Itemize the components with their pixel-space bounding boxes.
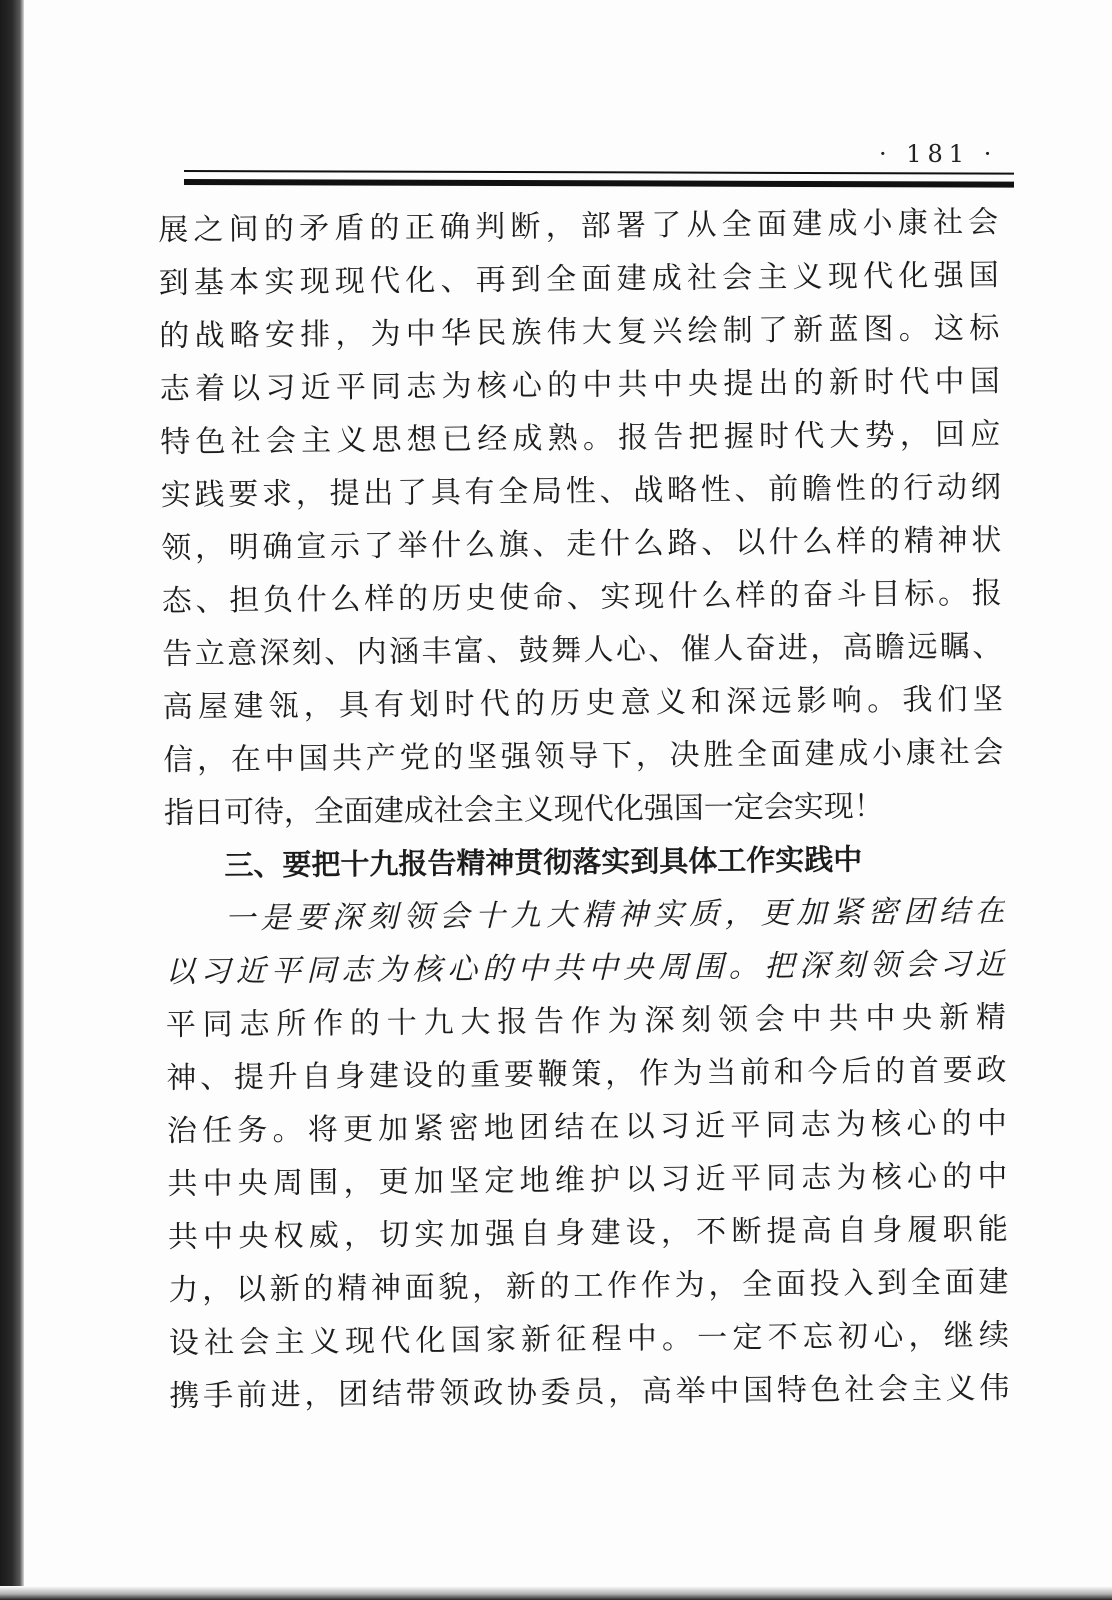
text-line: 以习近平同志为核心的中共中央周围。把深刻领会习近 bbox=[165, 946, 1006, 990]
text-line: 力，以新的精神面貌，新的工作作为，全面投入到全面建 bbox=[168, 1264, 1009, 1308]
page-number: · 181 · bbox=[879, 140, 998, 168]
text-line: 领，明确宣示了举什么旗、走什么路、以什么样的精神状 bbox=[161, 522, 1002, 566]
text-line: 高屋建瓴，具有划时代的历史意义和深远影响。我们坚 bbox=[162, 681, 1003, 725]
scan-bottom-edge bbox=[0, 1586, 1112, 1600]
text-line: 告立意深刻、内涵丰富、鼓舞人心、催人奋进，高瞻远瞩、 bbox=[162, 628, 1003, 672]
header-rule-thin bbox=[184, 170, 1014, 175]
text-line: 共中央周围，更加坚定地维护以习近平同志为核心的中 bbox=[167, 1158, 1008, 1202]
text-line: 平同志所作的十九大报告作为深刻领会中共中央新精 bbox=[165, 999, 1007, 1043]
text-line: 设社会主义现代化国家新征程中。一定不忘初心，继续 bbox=[168, 1317, 1010, 1361]
text-line: 治任务。将更加紧密地团结在以习近平同志为核心的中 bbox=[166, 1105, 1008, 1149]
scan-binding-edge bbox=[0, 0, 24, 1600]
text-line: 携手前进，团结带领政协委员，高举中国特色社会主义伟 bbox=[169, 1370, 1010, 1414]
text-line: 展之间的矛盾的正确判断，部署了从全面建成小康社会 bbox=[158, 204, 999, 248]
text-line: 志着以习近平同志为核心的中共中央提出的新时代中国 bbox=[159, 363, 1000, 407]
section-heading: 三、要把十九报告精神贯彻落实到具体工作实践中 bbox=[224, 842, 863, 883]
body-text bbox=[158, 196, 1010, 1423]
text-line: 一是要深刻领会十九大精神实质，更加紧密团结在 bbox=[224, 893, 1005, 937]
text-line: 神、提升自身建设的重要鞭策，作为当前和今后的首要政 bbox=[166, 1052, 1007, 1096]
text-line: 信，在中国共产党的坚强领导下，决胜全面建成小康社会 bbox=[163, 734, 1004, 778]
text-line: 的战略安排，为中华民族伟大复兴绘制了新蓝图。这标 bbox=[159, 310, 1000, 354]
text-line: 实践要求，提出了具有全局性、战略性、前瞻性的行动纲 bbox=[160, 469, 1001, 513]
text-line: 指日可待，全面建成社会主义现代化强国一定会实现！ bbox=[163, 789, 884, 831]
text-line: 到基本实现现代化、再到全面建成社会主义现代化强国 bbox=[158, 257, 999, 301]
text-line: 共中央权威，切实加强自身建设，不断提高自身履职能 bbox=[167, 1211, 1009, 1255]
text-line: 特色社会主义思想已经成熟。报告把握时代大势，回应 bbox=[160, 416, 1001, 460]
header-rule-thick bbox=[184, 179, 1014, 188]
text-line: 态、担负什么样的历史使命、实现什么样的奋斗目标。报 bbox=[161, 575, 1002, 619]
